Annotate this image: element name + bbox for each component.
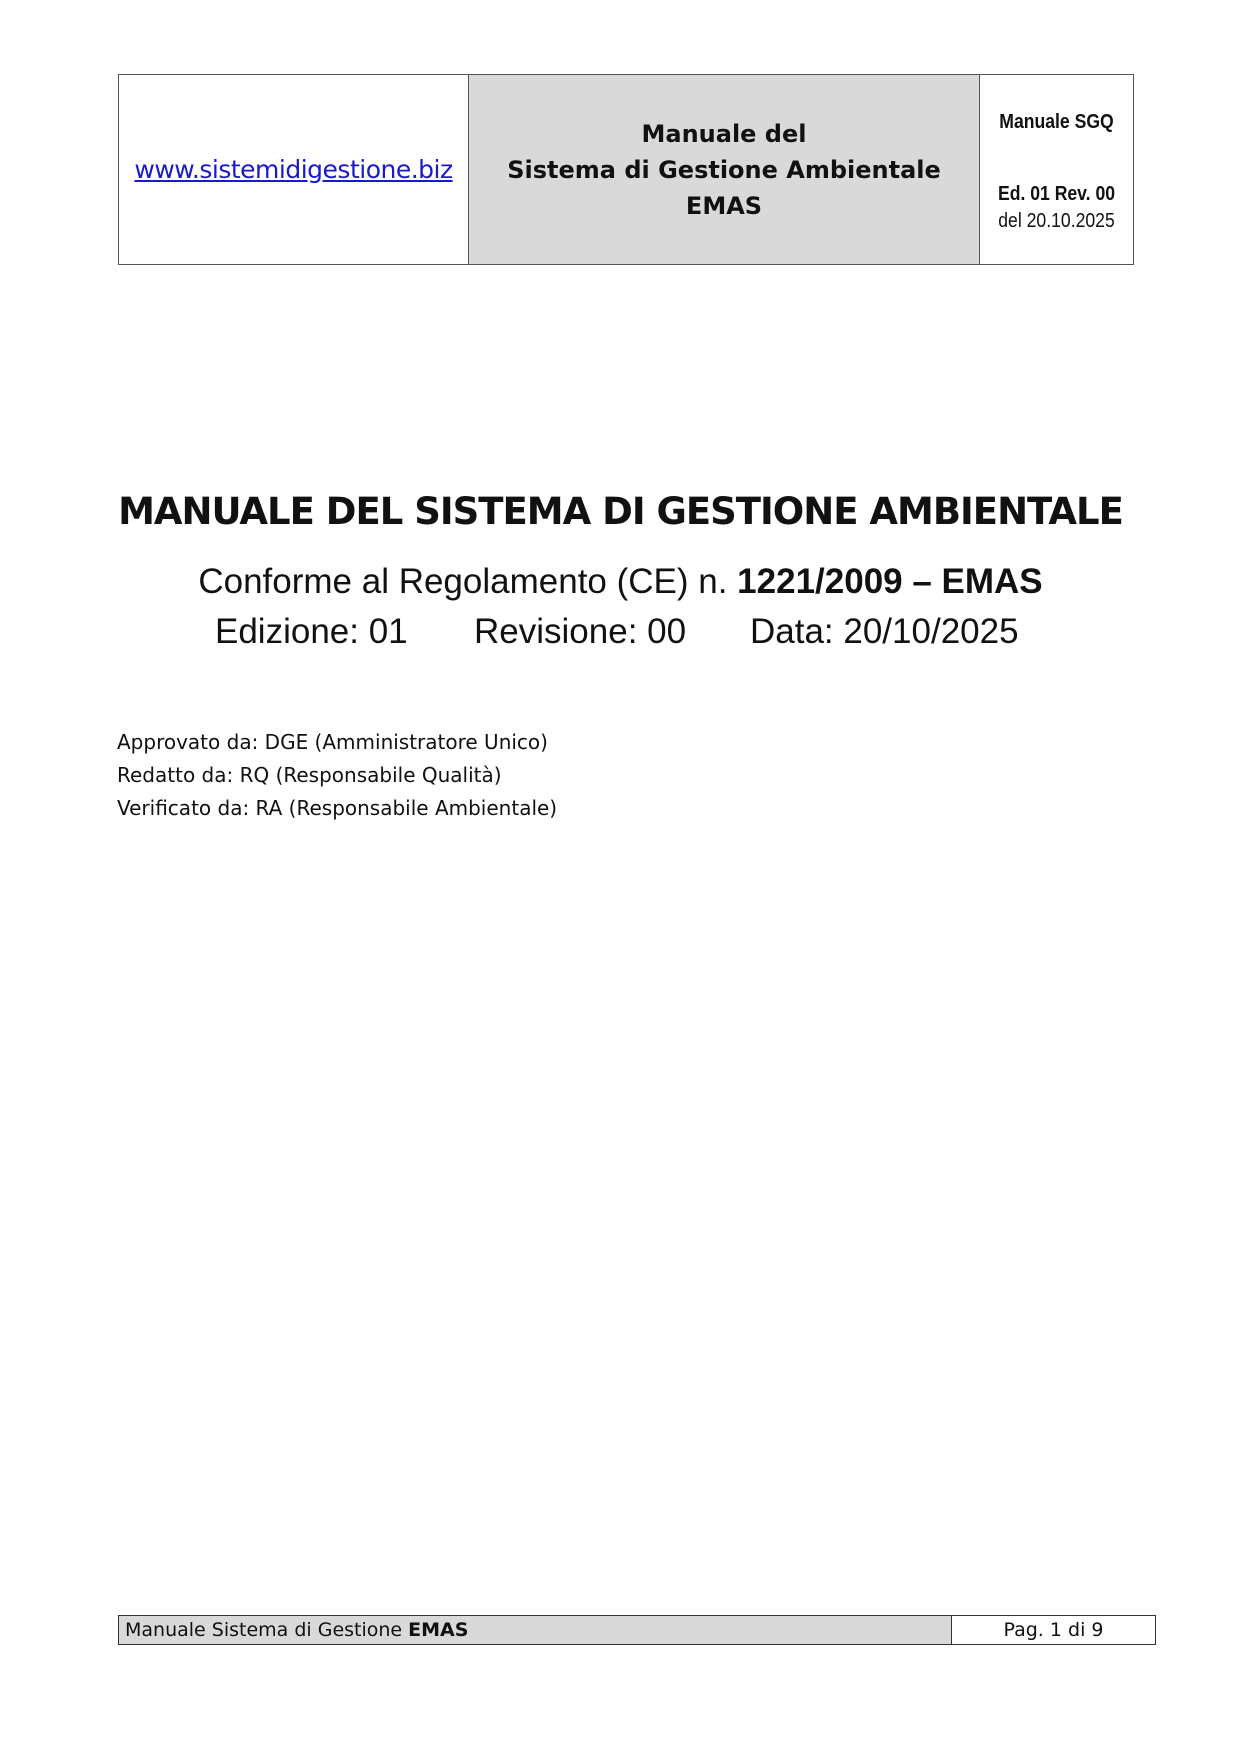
header-doc-label: Manuale SGQ (999, 111, 1114, 133)
cover-subtitle (0, 562, 1241, 602)
header-website-cell (119, 75, 469, 265)
header-title-line-3: EMAS (685, 191, 763, 220)
header-date: del 20.10.2025 (998, 210, 1115, 232)
header-title-cell (469, 75, 980, 265)
approvals-block (117, 726, 557, 825)
cover-subtitle-regulation: 1221/2009 – EMAS (737, 562, 1043, 601)
verified-by: Verificato da: RA (Responsabile Ambientale) (117, 796, 558, 820)
footer-doc-name-text: Manuale Sistema di Gestione (125, 1619, 409, 1641)
document-footer (118, 1615, 1156, 1645)
cover-subtitle-prefix: Conforme al Regolamento (CE) n. (198, 562, 738, 601)
footer-doc-name (119, 1616, 952, 1645)
cover-title: MANUALE DEL SISTEMA DI GESTIONE AMBIENTALE (118, 490, 1123, 533)
header-title-line-2: Sistema di Gestione Ambientale (507, 155, 941, 184)
header-edition-revision: Ed. 01 Rev. 00 (997, 183, 1116, 205)
website-link[interactable]: www.sistemidigestione.biz (134, 155, 453, 184)
cover-date: Data: 20/10/2025 (750, 612, 1019, 651)
cover-revision: Revisione: 00 (474, 612, 687, 651)
header-title-line-1: Manuale del (641, 119, 807, 148)
header-meta-cell (980, 75, 1134, 265)
drafted-by: Redatto da: RQ (Responsabile Qualità) (117, 763, 502, 787)
document-header (118, 74, 1134, 265)
cover-edition: Edizione: 01 (215, 612, 408, 651)
footer-doc-name-bold: EMAS (408, 1619, 469, 1641)
approved-by: Approvato da: DGE (Amministratore Unico) (117, 730, 548, 754)
footer-page-number: Pag. 1 di 9 (952, 1616, 1156, 1645)
